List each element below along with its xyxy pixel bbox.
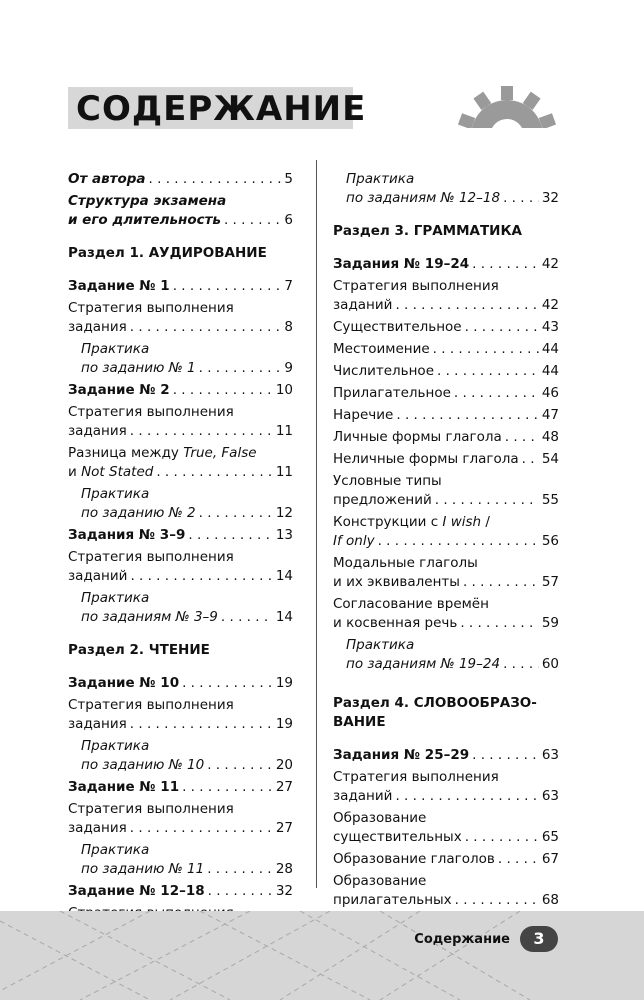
toc-right-column (333, 170, 559, 913)
toc-entry-line (333, 787, 559, 806)
page-number-badge: 3 (520, 926, 558, 952)
toc-entry (333, 362, 559, 381)
entry-title: Задание № 2 (68, 382, 170, 398)
entry-title: существительных (333, 829, 462, 845)
toc-entry (333, 809, 559, 847)
toc-entry (68, 485, 293, 523)
page-number: 32 (541, 190, 559, 206)
toc-entry (68, 641, 293, 660)
entry-title: Задание № 12–18 (68, 883, 205, 899)
toc-entry (68, 277, 293, 296)
page-number: 63 (541, 747, 559, 763)
toc-entry-line (68, 756, 293, 775)
toc-entry (333, 472, 559, 510)
leader-dots (437, 362, 539, 381)
toc-entry (68, 548, 293, 586)
toc-entry-line (68, 608, 293, 627)
entry-title: Стратегия выполнения (333, 278, 499, 294)
entry-title: Стратегия выполнения (68, 404, 234, 420)
leader-dots (130, 318, 282, 337)
entry-title: Задания № 19–24 (333, 256, 470, 272)
leader-dots (454, 384, 539, 403)
entry-title: Образование (333, 873, 427, 889)
leader-dots (149, 170, 282, 189)
page-number: 20 (275, 757, 293, 773)
toc-entry-line (68, 422, 293, 441)
page-number: 19 (275, 716, 293, 732)
entry-title: Условные типы (333, 473, 442, 489)
entry-title: Задание № 11 (68, 779, 180, 795)
footer-band (0, 911, 644, 1000)
leader-dots (455, 891, 539, 910)
column-divider (316, 160, 317, 888)
entry-text: / (481, 514, 490, 530)
leader-dots (182, 778, 273, 797)
toc-entry (333, 850, 559, 869)
page-number: 44 (541, 363, 559, 379)
toc-entry-line (68, 567, 293, 586)
toc-entry-line (68, 318, 293, 337)
gear-icon (452, 84, 562, 134)
toc-entry-line (68, 463, 293, 482)
footer-section-label: Содержание (414, 932, 510, 947)
leader-dots (224, 211, 281, 230)
page-number: 42 (541, 297, 559, 313)
toc-entry-line (333, 614, 559, 633)
toc-entry-line (68, 674, 293, 693)
page-number: 46 (541, 385, 559, 401)
page-number: 44 (541, 341, 559, 357)
page-number: 32 (275, 883, 293, 899)
leader-dots (435, 491, 539, 510)
entry-text: Разница между (68, 445, 184, 461)
toc-entry (333, 222, 559, 241)
toc-entry-line (333, 491, 559, 510)
entry-title: и его длительность (68, 212, 221, 228)
toc-entry-line (68, 277, 293, 296)
toc-entry (68, 589, 293, 627)
toc-entry (68, 737, 293, 775)
page-number: 47 (541, 407, 559, 423)
page-number: 65 (541, 829, 559, 845)
toc-entry-line (68, 211, 293, 230)
entry-title: Стратегия выполнения (68, 697, 234, 713)
leader-dots (433, 340, 539, 359)
entry-title: Задания № 25–29 (333, 747, 470, 763)
toc-entry-line (68, 504, 293, 523)
entry-title: Существительное (333, 319, 462, 335)
entry-title: Личные формы глагола (333, 429, 502, 445)
entry-title: Практика (346, 171, 415, 187)
entry-title: задания (68, 820, 127, 836)
page-number: 6 (284, 212, 293, 228)
toc-entry (68, 800, 293, 838)
entry-text: Конструкции с (333, 514, 443, 530)
toc-entry (68, 192, 293, 230)
entry-title: Задание № 1 (68, 278, 170, 294)
entry-title: Неличные формы глагола (333, 451, 519, 467)
toc-entry (333, 340, 559, 359)
entry-title: и их эквиваленты (333, 574, 460, 590)
page-number: 57 (541, 574, 559, 590)
page-number: 13 (275, 527, 293, 543)
entry-title: по заданиям № 3–9 (81, 609, 218, 625)
entry-title: Образование глаголов (333, 851, 495, 867)
toc-entry (68, 674, 293, 693)
toc-entry-line (333, 828, 559, 847)
page-number: 48 (541, 429, 559, 445)
entry-title: От автора (68, 171, 146, 187)
leader-dots (173, 381, 273, 400)
toc-entry-line (333, 296, 559, 315)
toc-entry (68, 381, 293, 400)
leader-dots (505, 428, 539, 447)
entry-title: Местоимение (333, 341, 430, 357)
entry-title: Модальные глаголы (333, 555, 478, 571)
entry-title: прилагательных (333, 892, 452, 908)
toc-entry (333, 595, 559, 633)
entry-title: по заданию № 1 (81, 360, 196, 376)
toc-entry (333, 746, 559, 765)
page-number: 54 (541, 451, 559, 467)
page-number: 55 (541, 492, 559, 508)
entry-text: True, False (183, 445, 257, 461)
toc-entry-line (333, 891, 559, 910)
section-heading: Раздел 4. СЛОВООБРАЗО- (333, 695, 537, 711)
toc-entry (68, 841, 293, 879)
leader-dots (130, 422, 273, 441)
toc-entry (68, 170, 293, 189)
leader-dots (378, 532, 539, 551)
page-number: 68 (541, 892, 559, 908)
toc-entry-line (333, 318, 559, 337)
page-number: 14 (275, 609, 293, 625)
toc-entry (333, 872, 559, 910)
toc-entry-line (68, 819, 293, 838)
leader-dots (472, 255, 539, 274)
toc-entry (68, 526, 293, 545)
section-heading: Раздел 1. АУДИРОВАНИЕ (68, 245, 267, 261)
toc-entry-line (68, 860, 293, 879)
toc-left-column (68, 170, 293, 945)
page-number: 28 (275, 861, 293, 877)
toc-entry-line (333, 384, 559, 403)
entry-title: Образование (333, 810, 427, 826)
entry-title: Практика (81, 590, 150, 606)
page-number: 19 (275, 675, 293, 691)
toc-entry-line (333, 450, 559, 469)
entry-text: Not Stated (81, 464, 154, 480)
toc-entry (333, 255, 559, 274)
toc-entry-line (68, 715, 293, 734)
toc-entry (333, 170, 559, 208)
toc-entry (333, 428, 559, 447)
page-number: 43 (541, 319, 559, 335)
entry-title: и косвенная речь (333, 615, 458, 631)
page-number: 11 (275, 464, 293, 480)
entry-title: заданий (333, 788, 393, 804)
entry-title: по заданиям № 12–18 (346, 190, 501, 206)
entry-title: Числительное (333, 363, 434, 379)
entry-title: задания (68, 716, 127, 732)
toc-entry (333, 450, 559, 469)
toc-entry (333, 277, 559, 315)
toc-entry-line (68, 778, 293, 797)
leader-dots (208, 882, 273, 901)
toc-entry (68, 403, 293, 441)
toc-entry (68, 340, 293, 378)
toc-entry (333, 636, 559, 674)
leader-dots (199, 359, 282, 378)
page-number: 60 (541, 656, 559, 672)
entry-title: Практика (81, 738, 150, 754)
toc-entry (68, 696, 293, 734)
section-heading: Раздел 2. ЧТЕНИЕ (68, 642, 210, 658)
toc-entry-line (333, 406, 559, 425)
toc-entry-line (68, 359, 293, 378)
page-number: 14 (275, 568, 293, 584)
entry-title: Прилагательное (333, 385, 451, 401)
toc-entry-line (68, 170, 293, 189)
toc-entry (333, 384, 559, 403)
toc-entry (333, 554, 559, 592)
page-number: 27 (275, 820, 293, 836)
entry-text: и (68, 464, 82, 480)
leader-dots (460, 614, 539, 633)
page-title: СОДЕРЖАНИЕ (76, 89, 367, 129)
page-number: 59 (541, 615, 559, 631)
page-number: 8 (284, 319, 293, 335)
entry-title: по заданию № 10 (81, 757, 205, 773)
entry-title: If only (333, 533, 375, 549)
entry-title: предложений (333, 492, 432, 508)
entry-title: задания (68, 319, 127, 335)
section-heading: ВАНИЕ (333, 714, 386, 730)
entry-title: Стратегия выполнения (68, 549, 234, 565)
toc-entry-line (333, 532, 559, 551)
leader-dots (396, 406, 538, 425)
page-number: 42 (541, 256, 559, 272)
toc-entry-line (333, 746, 559, 765)
section-heading: Раздел 3. ГРАММАТИКА (333, 223, 522, 239)
leader-dots (522, 450, 539, 469)
leader-dots (173, 277, 282, 296)
toc-entry (333, 513, 559, 551)
leader-dots (503, 189, 539, 208)
leader-dots (465, 318, 539, 337)
entry-title (68, 444, 293, 463)
toc-entry (68, 444, 293, 482)
toc-entry (333, 768, 559, 806)
toc-entry-line (68, 381, 293, 400)
toc-entry (68, 299, 293, 337)
entry-title: Стратегия выполнения (68, 300, 234, 316)
toc-entry (333, 406, 559, 425)
entry-text: I wish (442, 514, 482, 530)
leader-dots (207, 860, 273, 879)
page-number: 5 (284, 171, 293, 187)
page-number: 27 (275, 779, 293, 795)
entry-title: Практика (81, 842, 150, 858)
leader-dots (130, 715, 273, 734)
leader-dots (207, 756, 273, 775)
entry-title: Стратегия выполнения (68, 801, 234, 817)
toc-entry-line (333, 428, 559, 447)
leader-dots (463, 573, 539, 592)
page-number: 67 (541, 851, 559, 867)
entry-title: заданий (68, 568, 128, 584)
entry-title: Практика (346, 637, 415, 653)
page-number: 7 (284, 278, 293, 294)
toc-entry (68, 882, 293, 901)
toc-entry (333, 318, 559, 337)
toc-entry (68, 244, 293, 263)
leader-dots (182, 674, 273, 693)
toc-entry-line (333, 189, 559, 208)
entry-title: Согласование времён (333, 596, 489, 612)
leader-dots (465, 828, 539, 847)
page-number: 10 (275, 382, 293, 398)
leader-dots (130, 567, 272, 586)
toc-entry-line (333, 573, 559, 592)
leader-dots (188, 526, 272, 545)
entry-title (333, 513, 559, 532)
entry-title: по заданию № 11 (81, 861, 205, 877)
entry-title (68, 463, 153, 482)
leader-dots (472, 746, 539, 765)
entry-title: Практика (81, 341, 150, 357)
entry-title: по заданиям № 19–24 (346, 656, 501, 672)
toc-entry-line (333, 340, 559, 359)
entry-title: заданий (333, 297, 393, 313)
entry-title: Стратегия выполнения (333, 769, 499, 785)
leader-dots (503, 655, 539, 674)
toc-entry-line (68, 526, 293, 545)
leader-dots (395, 296, 538, 315)
leader-dots (395, 787, 538, 806)
toc-entry-line (68, 882, 293, 901)
entry-title: Структура экзамена (68, 193, 227, 209)
entry-title: Задания № 3–9 (68, 527, 186, 543)
page-number: 56 (541, 533, 559, 549)
toc-entry-line (333, 255, 559, 274)
page-number: 63 (541, 788, 559, 804)
toc-entry (333, 694, 559, 732)
page-number: 12 (275, 505, 293, 521)
toc-entry (68, 778, 293, 797)
leader-dots (130, 819, 273, 838)
page-number: 11 (275, 423, 293, 439)
leader-dots (221, 608, 273, 627)
leader-dots (199, 504, 273, 523)
leader-dots (156, 463, 272, 482)
entry-title: Задание № 10 (68, 675, 180, 691)
entry-title: задания (68, 423, 127, 439)
toc-entry-line (333, 655, 559, 674)
footer-pattern (0, 911, 644, 1000)
leader-dots (498, 850, 539, 869)
entry-title: Наречие (333, 407, 394, 423)
entry-title: Практика (81, 486, 150, 502)
page-number: 9 (284, 360, 293, 376)
toc-entry-line (333, 850, 559, 869)
toc-entry-line (333, 362, 559, 381)
entry-title: по заданию № 2 (81, 505, 196, 521)
